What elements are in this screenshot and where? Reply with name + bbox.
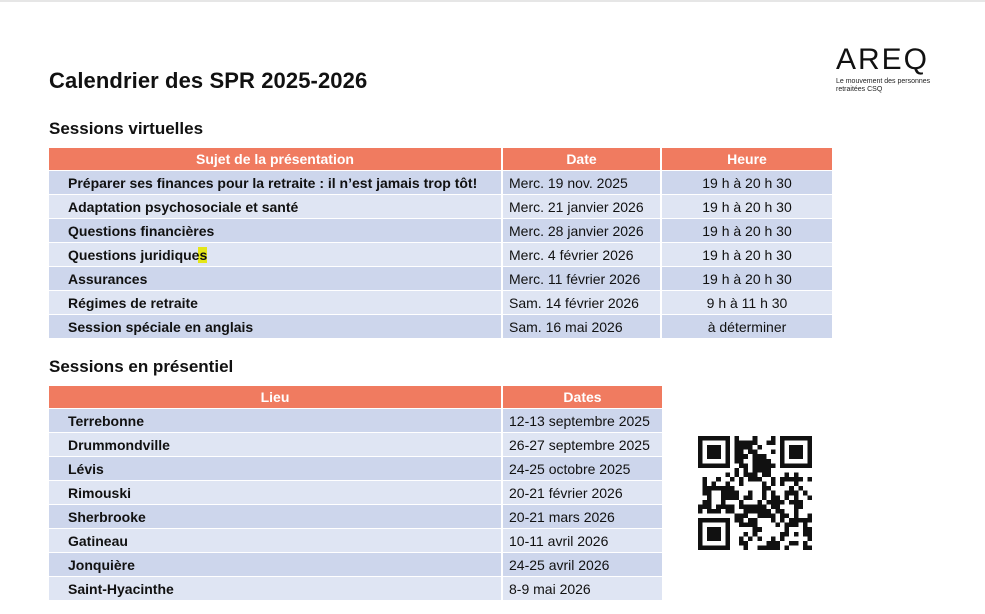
table-row	[49, 577, 662, 601]
table-row	[49, 529, 662, 553]
qr-module	[734, 514, 739, 519]
table-row	[49, 243, 832, 267]
session-date: Merc. 19 nov. 2025	[502, 171, 661, 195]
qr-module	[776, 541, 781, 546]
qr-module	[707, 500, 712, 505]
qr-module	[794, 491, 799, 496]
areq-logo	[836, 44, 956, 94]
qr-module	[753, 472, 758, 477]
qr-module	[798, 504, 803, 509]
qr-module	[734, 459, 739, 464]
qr-module	[721, 486, 726, 491]
qr-module	[807, 477, 812, 482]
qr-module	[803, 491, 808, 496]
qr-module	[762, 514, 767, 519]
session-hour: à déterminer	[661, 315, 832, 339]
qr-module	[744, 441, 749, 446]
qr-module	[757, 445, 762, 450]
qr-module	[734, 491, 739, 496]
qr-module	[766, 472, 771, 477]
qr-module	[725, 509, 730, 514]
qr-module	[807, 536, 812, 541]
qr-module	[762, 504, 767, 509]
qr-module	[803, 527, 808, 532]
qr-module	[744, 541, 749, 546]
session-subject: Régimes de retraite	[49, 291, 502, 315]
qr-module	[757, 504, 762, 509]
qr-module	[757, 477, 762, 482]
qr-module	[780, 532, 785, 537]
qr-module	[748, 441, 753, 446]
session-date: Merc. 11 février 2026	[502, 267, 661, 291]
session-dates: 24-25 octobre 2025	[502, 457, 662, 481]
qr-module	[744, 523, 749, 528]
session-dates: 20-21 février 2026	[502, 481, 662, 505]
qr-module	[803, 523, 808, 528]
qr-module	[757, 463, 762, 468]
qr-module	[734, 441, 739, 446]
qr-module	[730, 509, 735, 514]
logo-tagline-line2: retraitées CSQ	[836, 86, 883, 93]
qr-module	[798, 477, 803, 482]
session-place: Terrebonne	[49, 409, 502, 433]
qr-module	[730, 477, 735, 482]
logo-tagline	[836, 78, 956, 94]
qr-module	[798, 486, 803, 491]
qr-module	[776, 523, 781, 528]
qr-module	[762, 454, 767, 459]
column-header-subject: Sujet de la présentation	[49, 148, 502, 171]
qr-module	[753, 518, 758, 523]
qr-module	[734, 454, 739, 459]
table-header-row	[49, 386, 662, 409]
qr-module	[762, 459, 767, 464]
session-subject: Assurances	[49, 267, 502, 291]
table-row	[49, 171, 832, 195]
qr-module	[771, 495, 776, 500]
qr-module	[794, 504, 799, 509]
qr-module	[725, 504, 730, 509]
qr-module	[762, 545, 767, 550]
qr-module	[730, 495, 735, 500]
qr-module	[753, 463, 758, 468]
qr-module	[739, 441, 744, 446]
qr-module	[785, 527, 790, 532]
column-header-place: Lieu	[49, 386, 502, 409]
qr-module	[753, 450, 758, 455]
session-hour: 19 h à 20 h 30	[661, 219, 832, 243]
session-dates: 20-21 mars 2026	[502, 505, 662, 529]
page-title: Calendrier des SPR 2025-2026	[49, 68, 368, 93]
qr-module	[753, 477, 758, 482]
qr-module	[771, 536, 776, 541]
qr-module	[794, 514, 799, 519]
qr-module	[703, 504, 708, 509]
qr-module	[807, 545, 812, 550]
qr-module	[757, 459, 762, 464]
session-date: Merc. 4 février 2026	[502, 243, 661, 267]
qr-module	[739, 450, 744, 455]
session-date: Merc. 28 janvier 2026	[502, 219, 661, 243]
qr-module	[707, 509, 712, 514]
qr-module	[785, 523, 790, 528]
session-subject: Session spéciale en anglais	[49, 315, 502, 339]
qr-module	[725, 482, 730, 487]
qr-module	[739, 482, 744, 487]
session-dates: 10-11 avril 2026	[502, 529, 662, 553]
qr-module	[776, 509, 781, 514]
qr-module	[780, 500, 785, 505]
qr-module	[794, 482, 799, 487]
qr-module	[753, 523, 758, 528]
qr-module	[753, 527, 758, 532]
qr-module	[734, 436, 739, 441]
qr-module	[762, 495, 767, 500]
table-row	[49, 481, 662, 505]
qr-module	[739, 541, 744, 546]
qr-module	[780, 509, 785, 514]
qr-module	[771, 514, 776, 519]
qr-module	[776, 545, 781, 550]
qr-module	[757, 454, 762, 459]
qr-module	[753, 454, 758, 459]
table-header-row	[49, 148, 832, 171]
qr-module	[794, 509, 799, 514]
qr-module	[744, 468, 749, 473]
qr-module	[766, 463, 771, 468]
qr-module	[794, 541, 799, 546]
qr-module	[771, 482, 776, 487]
qr-module	[748, 477, 753, 482]
qr-module	[739, 445, 744, 450]
qr-module	[794, 477, 799, 482]
qr-module	[703, 477, 708, 482]
qr-module	[785, 545, 790, 550]
qr-module	[748, 504, 753, 509]
qr-module	[762, 463, 767, 468]
virtual-sessions-table	[49, 148, 832, 338]
session-hour: 19 h à 20 h 30	[661, 171, 832, 195]
qr-module	[757, 500, 762, 505]
qr-module	[762, 472, 767, 477]
qr-module	[780, 477, 785, 482]
qr-module	[725, 495, 730, 500]
qr-module	[771, 500, 776, 505]
qr-module	[771, 518, 776, 523]
qr-module	[739, 523, 744, 528]
qr-module	[712, 486, 717, 491]
qr-module	[771, 545, 776, 550]
qr-module	[771, 491, 776, 496]
qr-module	[771, 463, 776, 468]
session-subject: Préparer ses finances pour la retraite : il n’est jamais trop tôt!	[49, 171, 502, 195]
qr-module	[739, 514, 744, 519]
qr-code-icon[interactable]	[698, 436, 812, 550]
qr-module	[766, 459, 771, 464]
qr-module	[757, 536, 762, 541]
column-header-hour: Heure	[661, 148, 832, 171]
qr-module	[748, 495, 753, 500]
qr-module	[721, 491, 726, 496]
qr-module	[730, 486, 735, 491]
qr-module	[789, 491, 794, 496]
qr-module	[734, 518, 739, 523]
table-row	[49, 315, 832, 339]
session-place: Rimouski	[49, 481, 502, 505]
qr-module	[807, 518, 812, 523]
inperson-sessions-heading: Sessions en présentiel	[49, 357, 234, 376]
column-header-dates: Dates	[502, 386, 662, 409]
qr-module	[739, 500, 744, 505]
table-row	[49, 433, 662, 457]
qr-module	[753, 532, 758, 537]
session-dates: 12-13 septembre 2025	[502, 409, 662, 433]
qr-module	[771, 450, 776, 455]
qr-module	[753, 441, 758, 446]
qr-module	[794, 472, 799, 477]
session-place: Drummondville	[49, 433, 502, 457]
qr-module	[766, 545, 771, 550]
qr-module	[716, 477, 721, 482]
qr-module	[789, 477, 794, 482]
qr-module	[780, 514, 785, 519]
qr-module	[794, 518, 799, 523]
qr-module	[785, 495, 790, 500]
qr-module	[771, 441, 776, 446]
qr-module	[762, 486, 767, 491]
qr-module	[744, 514, 749, 519]
qr-module	[716, 504, 721, 509]
table-row	[49, 505, 662, 529]
session-place: Jonquière	[49, 553, 502, 577]
qr-module	[780, 536, 785, 541]
qr-module	[785, 532, 790, 537]
qr-module	[762, 491, 767, 496]
qr-module	[744, 509, 749, 514]
qr-module	[716, 486, 721, 491]
qr-module	[789, 518, 794, 523]
qr-module	[703, 500, 708, 505]
qr-module	[798, 518, 803, 523]
qr-module	[803, 532, 808, 537]
qr-module	[744, 532, 749, 537]
qr-module	[734, 495, 739, 500]
qr-module	[762, 509, 767, 514]
qr-module	[721, 495, 726, 500]
session-place: Sherbrooke	[49, 505, 502, 529]
qr-module	[789, 541, 794, 546]
qr-module	[698, 504, 703, 509]
session-dates: 24-25 avril 2026	[502, 553, 662, 577]
table-row	[49, 219, 832, 243]
qr-module	[794, 532, 799, 537]
table-row	[49, 409, 662, 433]
qr-module	[707, 491, 712, 496]
qr-module	[707, 495, 712, 500]
qr-module	[716, 509, 721, 514]
qr-module	[798, 500, 803, 505]
qr-module	[757, 468, 762, 473]
qr-module	[776, 500, 781, 505]
qr-module	[757, 509, 762, 514]
session-dates: 26-27 septembre 2025	[502, 433, 662, 457]
qr-module	[698, 509, 703, 514]
qr-module	[794, 500, 799, 505]
qr-module	[730, 491, 735, 496]
qr-module	[771, 477, 776, 482]
qr-module	[771, 436, 776, 441]
qr-module	[766, 514, 771, 519]
qr-module	[748, 472, 753, 477]
qr-module	[703, 491, 708, 496]
qr-module	[766, 509, 771, 514]
qr-module	[734, 445, 739, 450]
qr-module	[766, 441, 771, 446]
session-hour: 9 h à 11 h 30	[661, 291, 832, 315]
qr-module	[744, 463, 749, 468]
qr-module	[762, 482, 767, 487]
qr-module	[807, 514, 812, 519]
qr-module	[789, 486, 794, 491]
qr-module	[744, 445, 749, 450]
session-date: Sam. 14 février 2026	[502, 291, 661, 315]
qr-module	[748, 536, 753, 541]
qr-module	[739, 536, 744, 541]
qr-module	[703, 486, 708, 491]
qr-module	[807, 527, 812, 532]
qr-module	[739, 518, 744, 523]
session-dates: 8-9 mai 2026	[502, 577, 662, 601]
table-row	[49, 195, 832, 219]
qr-module	[766, 500, 771, 505]
qr-module	[734, 472, 739, 477]
qr-module	[757, 527, 762, 532]
qr-module	[712, 482, 717, 487]
qr-module	[725, 472, 730, 477]
session-hour: 19 h à 20 h 30	[661, 195, 832, 219]
session-subject	[49, 243, 502, 267]
qr-module	[739, 454, 744, 459]
qr-module	[748, 518, 753, 523]
qr-module	[794, 523, 799, 528]
qr-module	[703, 482, 708, 487]
qr-module	[748, 523, 753, 528]
session-date: Sam. 16 mai 2026	[502, 315, 661, 339]
qr-module	[744, 504, 749, 509]
table-row	[49, 291, 832, 315]
qr-module	[712, 509, 717, 514]
qr-module	[762, 468, 767, 473]
qr-module	[707, 486, 712, 491]
session-subject-highlighted: Questions juridiques	[68, 246, 208, 263]
qr-module	[744, 545, 749, 550]
qr-module	[753, 459, 758, 464]
qr-module	[780, 518, 785, 523]
qr-module	[753, 509, 758, 514]
qr-module	[734, 468, 739, 473]
qr-module	[789, 523, 794, 528]
qr-module	[757, 545, 762, 550]
session-place: Gatineau	[49, 529, 502, 553]
qr-module	[771, 504, 776, 509]
qr-module	[766, 486, 771, 491]
qr-module	[739, 504, 744, 509]
qr-module	[780, 482, 785, 487]
qr-module	[734, 450, 739, 455]
qr-module	[803, 541, 808, 546]
session-date: Merc. 21 janvier 2026	[502, 195, 661, 219]
qr-module	[730, 504, 735, 509]
qr-module	[739, 477, 744, 482]
qr-module	[725, 491, 730, 496]
qr-module	[785, 491, 790, 496]
qr-module	[748, 450, 753, 455]
qr-module	[803, 545, 808, 550]
qr-module	[766, 468, 771, 473]
virtual-sessions-heading: Sessions virtuelles	[49, 119, 204, 138]
qr-module	[785, 472, 790, 477]
top-border	[0, 0, 985, 2]
logo-tagline-line1: Le mouvement des personnes	[836, 78, 931, 85]
qr-module	[744, 454, 749, 459]
qr-module	[776, 504, 781, 509]
qr-module	[753, 436, 758, 441]
qr-module	[766, 541, 771, 546]
session-subject: Questions financières	[49, 219, 502, 243]
session-place: Lévis	[49, 457, 502, 481]
qr-module	[776, 495, 781, 500]
qr-module	[748, 445, 753, 450]
qr-module	[807, 532, 812, 537]
qr-module	[744, 472, 749, 477]
inperson-sessions-table	[49, 386, 662, 600]
qr-module	[753, 468, 758, 473]
qr-module	[739, 463, 744, 468]
qr-module	[707, 504, 712, 509]
qr-module	[753, 504, 758, 509]
table-row	[49, 457, 662, 481]
column-header-date: Date	[502, 148, 661, 171]
session-hour: 19 h à 20 h 30	[661, 267, 832, 291]
qr-module	[748, 509, 753, 514]
qr-module	[748, 491, 753, 496]
qr-module	[807, 495, 812, 500]
qr-module	[785, 477, 790, 482]
qr-module	[785, 514, 790, 519]
logo-wordmark: AREQ	[836, 43, 930, 76]
qr-module	[721, 504, 726, 509]
qr-module	[771, 541, 776, 546]
qr-module	[794, 495, 799, 500]
qr-module	[789, 500, 794, 505]
session-place: Saint-Hyacinthe	[49, 577, 502, 601]
qr-module	[744, 495, 749, 500]
session-hour: 19 h à 20 h 30	[661, 243, 832, 267]
qr-module	[725, 486, 730, 491]
qr-module	[803, 518, 808, 523]
qr-module	[739, 459, 744, 464]
table-row	[49, 553, 662, 577]
qr-module	[721, 500, 726, 505]
session-subject: Adaptation psychosociale et santé	[49, 195, 502, 219]
table-row	[49, 267, 832, 291]
qr-module	[757, 514, 762, 519]
